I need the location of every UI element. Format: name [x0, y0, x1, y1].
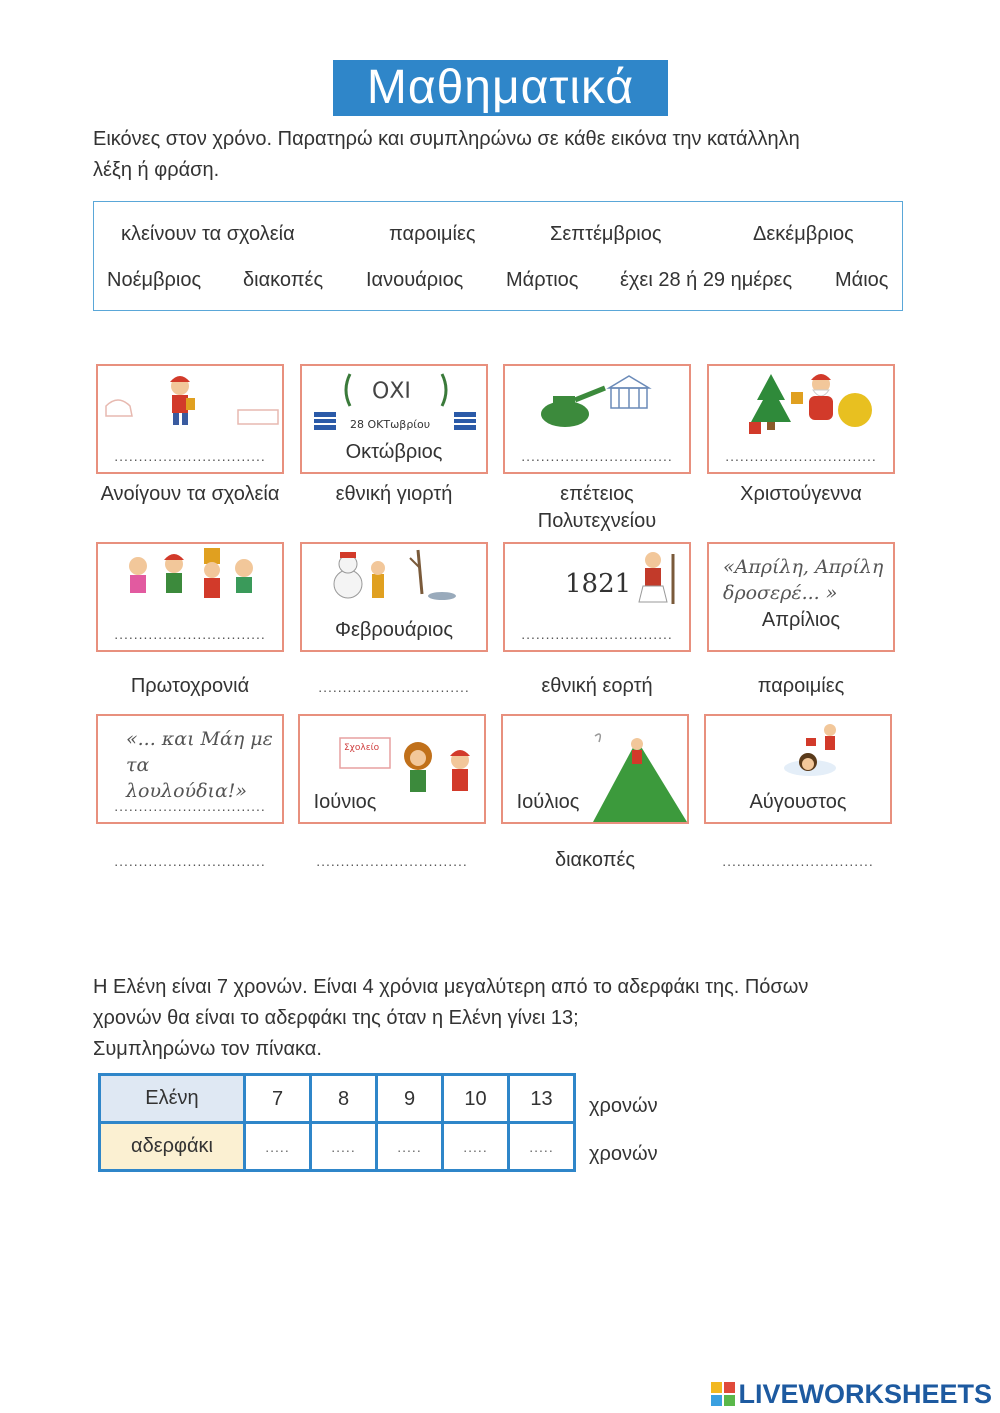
word-bank-item: έχει 28 ή 29 ημέρες: [620, 269, 793, 291]
word-bank-item: Μάρτιος: [506, 269, 579, 291]
answer-cell[interactable]: .....: [509, 1123, 575, 1171]
month-card-august: [704, 714, 892, 824]
word-bank-item: διακοπές: [243, 269, 324, 291]
row-label: Ελένη: [100, 1075, 245, 1123]
month-card-april: [707, 542, 895, 652]
card-caption-line: Πολυτεχνείου: [537, 510, 657, 532]
quote-line: «... και Μάη με: [126, 728, 273, 750]
card-label: Ιούλιος: [516, 791, 580, 813]
month-card-january: [96, 542, 284, 652]
age-table: [98, 1073, 576, 1172]
month-card-september: [96, 364, 284, 474]
logo-icon: [711, 1382, 735, 1406]
problem-line: Η Ελένη είναι 7 χρονών. Είναι 4 χρόνια μεγαλύτερη από το αδερφάκι της. Πόσων: [93, 976, 809, 998]
problem-line: Συμπληρώνω τον πίνακα.: [93, 1038, 322, 1060]
word-bank-item: κλείνουν τα σχολεία: [121, 223, 295, 245]
year-text: 1821: [565, 569, 632, 599]
answer-blank[interactable]: ...............................: [114, 626, 266, 642]
card-caption: παροιμίες: [757, 675, 845, 697]
answer-cell[interactable]: .....: [311, 1123, 377, 1171]
unit-label: χρονών: [589, 1143, 658, 1165]
card-caption: εθνική εορτή: [541, 675, 653, 697]
age-cell: 9: [377, 1075, 443, 1123]
card-caption: [698, 847, 898, 875]
month-card-november: [503, 364, 691, 474]
card-label: Οκτώβριος: [345, 441, 443, 463]
answer-blank[interactable]: ...............................: [114, 798, 266, 814]
word-bank-item: Νοέμβριος: [107, 269, 202, 291]
answer-blank[interactable]: ...............................: [722, 853, 874, 869]
answer-blank[interactable]: ...............................: [521, 448, 673, 464]
card-caption: εθνική γιορτή: [335, 483, 453, 505]
card-caption: Χριστούγεννα: [740, 483, 862, 505]
word-bank-item: παροιμίες: [389, 223, 476, 245]
liveworksheets-logo: [711, 1379, 992, 1409]
age-cell: 7: [245, 1075, 311, 1123]
instructions: [93, 124, 800, 186]
sign-text: ΟΧΙ: [372, 379, 411, 404]
answer-blank[interactable]: ...............................: [114, 448, 266, 464]
instruction-line: Εικόνες στον χρόνο. Παρατηρώ και συμπληρώνω σε κάθε εικόνα την κατάλληλη: [93, 128, 800, 150]
logo-text: LIVEWORKSHEETS: [738, 1378, 992, 1409]
card-caption: Πρωτοχρονιά: [130, 675, 250, 697]
card-label: Ιούνιος: [313, 791, 377, 813]
card-label: Απρίλιος: [761, 609, 841, 631]
month-card-february: [300, 542, 488, 652]
word-problem: [93, 972, 923, 1065]
sign-text: Σχολείο: [344, 743, 380, 753]
month-card-march: [503, 542, 691, 652]
card-caption: [497, 481, 697, 535]
quote-line: τα λουλούδια!»: [126, 754, 248, 802]
age-cell: 10: [443, 1075, 509, 1123]
instruction-line: λέξη ή φράση.: [93, 159, 220, 181]
age-cell: 8: [311, 1075, 377, 1123]
word-bank-item: Μάιος: [835, 269, 889, 291]
card-label: Φεβρουάριος: [335, 619, 453, 641]
answer-cell[interactable]: .....: [443, 1123, 509, 1171]
page-title: Μαθηματικά: [333, 60, 668, 116]
answer-blank[interactable]: ...............................: [521, 626, 673, 642]
row-label: αδερφάκι: [100, 1123, 245, 1171]
month-card-may: [96, 714, 284, 824]
answer-cell[interactable]: .....: [377, 1123, 443, 1171]
word-bank: [93, 201, 903, 311]
quote-line: δροσερέ... »: [723, 582, 838, 604]
quote-line: «Απρίλη, Απρίλη: [723, 556, 884, 578]
word-bank-item: Δεκέμβριος: [753, 223, 854, 245]
proverb-quote: [126, 726, 274, 804]
answer-blank[interactable]: ...............................: [316, 853, 468, 869]
answer-blank[interactable]: ...............................: [114, 853, 266, 869]
table-row-eleni: [100, 1075, 575, 1123]
unit-label: χρονών: [589, 1095, 658, 1117]
answer-cell[interactable]: .....: [245, 1123, 311, 1171]
month-card-june: [298, 714, 486, 824]
problem-line: χρονών θα είναι το αδερφάκι της όταν η Ελένη γίνει 13;: [93, 1007, 579, 1029]
table-row-sibling: [100, 1123, 575, 1171]
card-caption: διακοπές: [554, 849, 636, 871]
card-caption-line: επέτειος: [560, 483, 634, 505]
word-bank-item: Σεπτέμβριος: [550, 223, 662, 245]
card-label: Αύγουστος: [749, 791, 847, 813]
card-caption: Ανοίγουν τα σχολεία: [100, 483, 280, 505]
answer-blank[interactable]: ...............................: [725, 448, 877, 464]
month-card-july: [501, 714, 689, 824]
card-caption: [292, 847, 492, 875]
card-caption: [294, 673, 494, 701]
age-cell: 13: [509, 1075, 575, 1123]
sign-text: 28 ΟΚΤωβρίου: [350, 418, 431, 431]
month-card-october: [300, 364, 488, 474]
card-caption: [90, 847, 290, 875]
word-bank-item: Ιανουάριος: [366, 269, 464, 291]
month-card-december: [707, 364, 895, 474]
proverb-quote: [723, 554, 885, 606]
answer-blank[interactable]: ...............................: [318, 679, 470, 695]
